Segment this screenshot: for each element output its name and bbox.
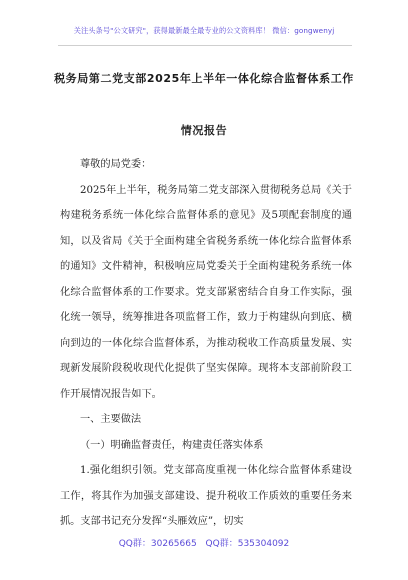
footer-contact: QQ群：30265665 QQ群：535304092 xyxy=(118,539,290,549)
salutation: 尊敬的局党委： xyxy=(80,159,152,170)
document-body xyxy=(60,152,352,535)
document-title-line-1: 税务局第二党支部2025年上半年一体化综合监督体系工作 xyxy=(54,72,354,85)
subsection-heading: （一）明确监督责任，构建责任落实体系 xyxy=(80,439,264,451)
header-divider xyxy=(58,45,352,46)
document-title-line-2: 情况报告 xyxy=(180,124,228,137)
body-paragraph-2: 1.强化组织引领。党支部高度重视一体化综合监督体系建设工作，将其作为加强支部建设、提升税收工作质效的重要任务来抓。支部书记充分发挥“头雁效应”，切实 xyxy=(60,465,352,527)
section-heading: 一、主要做法 xyxy=(80,414,142,425)
body-paragraph: 2025年上半年，税务局第二党支部深入贯彻税务总局《关于构建税务系统一体化综合监督体系的意见》及5项配套制度的通知，以及省局《关于全面构建全省税务系统一体化综合监督体系的通知》文件精神，积极响应局党委关于全面构建税务系统一体化综合监督体系的工作要求。党支部紧密结合自身工作实际，强化统一领导，统筹推进各项监督工作，致力于构建纵向到底、横向到边的一体化综合监督体系，为推动税收工作高质量发展、实现新发展阶段税收现代化提供了坚实保障。现将本支部前阶段工作开展情况报告如下。 xyxy=(60,184,352,400)
header-banner: 关注头条号"公文研究"，获得最新最全最专业的公文资料库！ 微信：gongwenyj xyxy=(73,26,335,35)
